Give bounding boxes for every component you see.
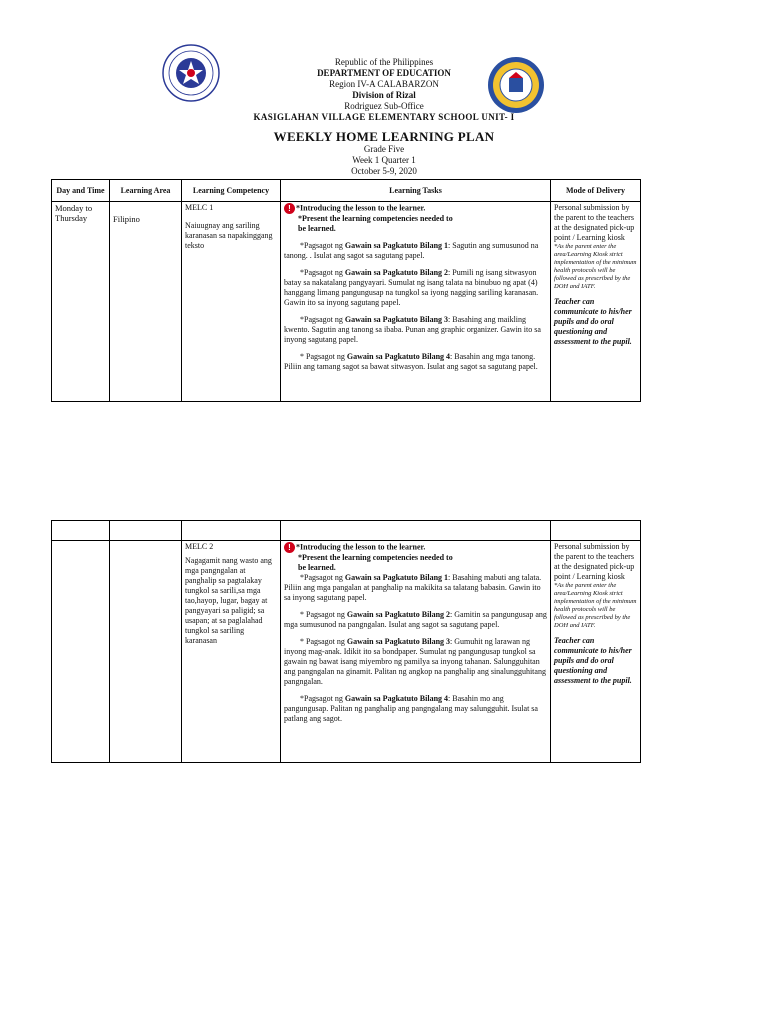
- task-2: *Pagsagot ng Gawain sa Pagkatuto Bilang 2: Pumili ng isang sitwasyon batay sa nakatalang pangyayari. Sumulat ng isang talata na binubuo ng apat (4) hanggang limang pangungusap na tungkol sa iyong nagging sariling karanasan. Gawin ito sa inyong sagutang papel.: [284, 268, 539, 307]
- table-row: [52, 202, 641, 402]
- week-line: Week 1 Quarter 1: [352, 155, 416, 165]
- task-1: *Pagsagot ng Gawain sa Pagkatuto Bilang 1: Sagutin ang sumusunod na tanong. . Isulat ang sagot sa sagutang papel.: [284, 241, 539, 260]
- learning-plan-table-2: [51, 520, 641, 763]
- table-row: [52, 541, 641, 763]
- task-4: * Pagsagot ng Gawain sa Pagkatuto Bilang 4: Basahin ang mga tanong. Piliin ang tamang sagot sa bawat sitwasyon. Isulat ang sagot sa sagutang papel.: [284, 352, 538, 371]
- col-learning-competency: Learning Competency: [182, 180, 281, 202]
- col-mode-delivery: Mode of Delivery: [551, 180, 641, 202]
- division-line: Division of Rizal: [352, 90, 416, 100]
- learning-plan-table-1: [51, 179, 641, 402]
- col-learning-tasks: Learning Tasks: [281, 180, 551, 202]
- learning-area-cell: Filipino: [110, 202, 182, 402]
- alert-icon: !: [284, 203, 295, 214]
- table-header-row: [52, 180, 641, 202]
- day-time-cell: Monday to Thursday: [52, 202, 110, 402]
- competency-cell: [182, 541, 281, 763]
- col-learning-area: Learning Area: [110, 180, 182, 202]
- task-3: * Pagsagot ng Gawain sa Pagkatuto Bilang 3: Gumuhit ng larawan ng inyong mag-anak. Idikit ito sa bondpaper. Sumulat ng pangungusap tungkol sa gawain ng bawat isang miyembro ng pamilya sa inyong tahanan. Salungguhitan ang pangngalan na ginamit. Palitan ng angkop na panghalip ang sinalungguhitang pangngalan.: [284, 637, 546, 686]
- be-learned-line: be learned.: [298, 224, 336, 233]
- republic-line: Republic of the Philippines: [334, 57, 434, 67]
- health-protocol-note: *As the parent enter the area/Learning Kiosk strict implementation of the minimum health protocols will be followed as prescribed by the DOH and IATF.: [554, 582, 637, 629]
- competency-cell: [182, 202, 281, 402]
- present-line: *Present the learning competencies needed to: [298, 214, 453, 223]
- intro-line: *Introducing the lesson to the learner.: [296, 203, 426, 213]
- sub-office-line: Rodriguez Sub-Office: [344, 101, 424, 111]
- learning-area-cell: [110, 541, 182, 763]
- competency-text: Nagagamit nang wasto ang mga pangngalan at panghalip sa pagtalakay tungkol sa sarili,sa mga tao,hayop, lugar, bagay at pangyayari sa paligid; sa usapan; at sa paglalahad tungkol sa sariling karanasan: [185, 556, 272, 645]
- col-day-time: Day and Time: [52, 180, 110, 202]
- letterhead: [0, 57, 768, 177]
- date-line: October 5-9, 2020: [351, 166, 417, 176]
- tasks-cell: [281, 202, 551, 402]
- mode-text: Personal submission by the parent to the teachers at the designated pick-up point / Learning kiosk: [554, 542, 635, 581]
- mode-text: Personal submission by the parent to the teachers at the designated pick-up point / Learning kiosk: [554, 203, 635, 242]
- alert-icon: !: [284, 542, 295, 553]
- health-protocol-note: *As the parent enter the area/Learning Kiosk strict implementation of the minimum health protocols will be followed as prescribed by the DOH and IATF.: [554, 243, 637, 290]
- empty-header-row: [52, 521, 641, 541]
- task-3: *Pagsagot ng Gawain sa Pagkatuto Bilang 3: Basahing ang maikling kwento. Sagutin ang tanong sa ibaba. Punan ang graphic organizer. Gawin ito sa inyong sagutang papel.: [284, 315, 541, 344]
- day-time-cell: [52, 541, 110, 763]
- intro-line: *Introducing the lesson to the learner.: [296, 542, 426, 552]
- region-line: Region IV-A CALABARZON: [329, 79, 439, 89]
- present-line: *Present the learning competencies needed to: [298, 553, 453, 562]
- teacher-note: Teacher can communicate to his/her pupils and do oral questioning and assessment to the pupil.: [554, 636, 632, 685]
- grade-line: Grade Five: [363, 144, 405, 154]
- page-title: WEEKLY HOME LEARNING PLAN: [273, 129, 495, 144]
- task-1: *Pagsagot ng Gawain sa Pagkatuto Bilang 1: Basahing mabuti ang talata. Piliin ang mga pangalan at panghalip na makikita sa talatang babasin. Gawin ito sa inyong sagutang papel.: [284, 573, 542, 602]
- task-2: * Pagsagot ng Gawain sa Pagkatuto Bilang 2: Gamitin sa pangungusap ang mga sumusunod na pangngalan. Isulat ang sagot sa sagutang papel.: [284, 610, 547, 629]
- school-name: KASIGLAHAN VILLAGE ELEMENTARY SCHOOL UNIT- I: [253, 112, 515, 122]
- mode-delivery-cell: [551, 202, 641, 402]
- task-4: *Pagsagot ng Gawain sa Pagkatuto Bilang 4: Basahin mo ang pangungusap. Palitan ng panghalip ang pangngalang may salungguhit. Isulat sa patlang ang sagot.: [284, 694, 538, 723]
- department-line: DEPARTMENT OF EDUCATION: [317, 68, 451, 78]
- competency-text: Naiuugnay ang sariling karanasan sa napakinggang teksto: [185, 221, 273, 250]
- teacher-note: Teacher can communicate to his/her pupils and do oral questioning and assessment to the pupil.: [554, 297, 632, 346]
- melc-label: MELC 1: [185, 203, 214, 212]
- mode-delivery-cell: [551, 541, 641, 763]
- tasks-cell: [281, 541, 551, 763]
- melc-label: MELC 2: [185, 542, 214, 551]
- be-learned-line: be learned.: [298, 563, 336, 572]
